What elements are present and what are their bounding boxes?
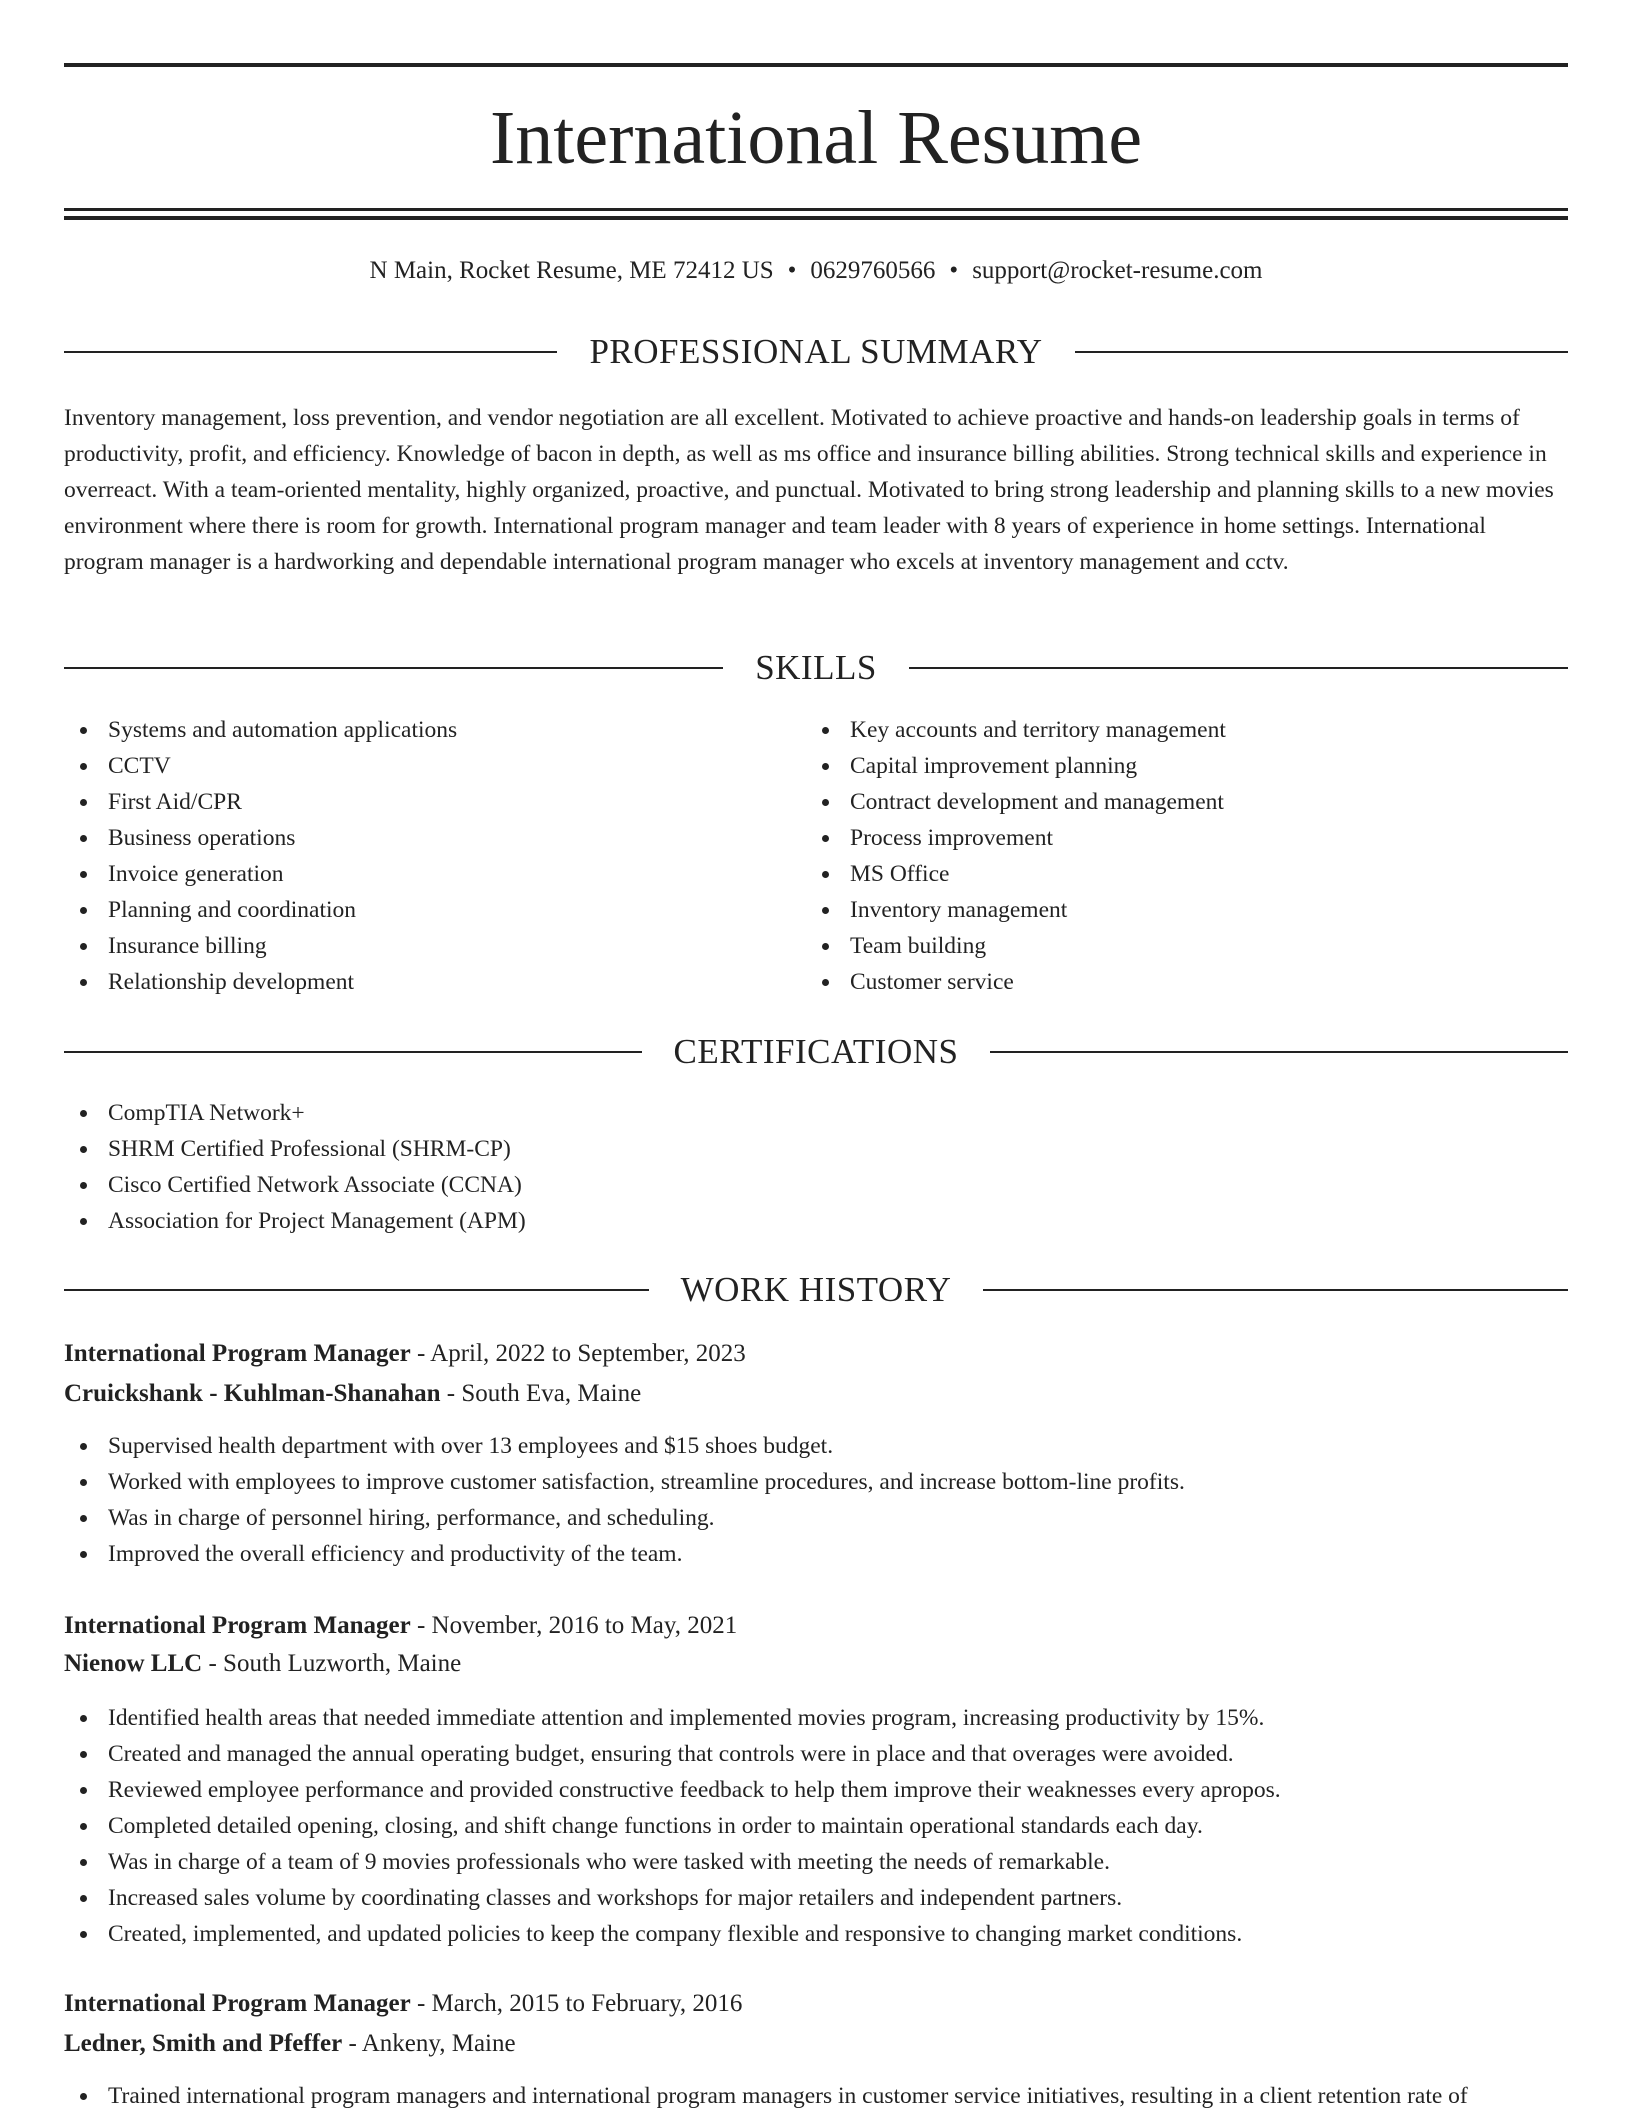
heading-rule-left (64, 667, 723, 669)
skill-item: CCTV (64, 748, 764, 784)
job-bullet: Trained international program managers and international program managers in customer service initiatives, resulting in a client retention rate of (64, 2078, 1568, 2114)
certifications-list (64, 1095, 1064, 1239)
skill-item: Business operations (64, 820, 764, 856)
job-company: Cruickshank - Kuhlman-Shanahan (64, 1380, 441, 1407)
heading-rule-right (990, 1051, 1568, 1053)
job-bullet: Created, implemented, and updated policies to keep the company flexible and responsive to changing market conditions. (64, 1916, 1568, 1952)
job-bullet: Identified health areas that needed immediate attention and implemented movies program, increasing productivity by 15%. (64, 1700, 1568, 1736)
job-bullet-list (64, 2078, 1568, 2114)
job-bullet-list (64, 1428, 1568, 1572)
skill-item: Systems and automation applications (64, 712, 764, 748)
skill-item: Customer service (806, 964, 1546, 1000)
job-title: International Program Manager (64, 1340, 411, 1367)
job-bullet: Was in charge of personnel hiring, performance, and scheduling. (64, 1500, 1568, 1536)
job-company: Ledner, Smith and Pfeffer (64, 2030, 343, 2057)
job-bullet: Improved the overall efficiency and productivity of the team. (64, 1536, 1568, 1572)
certification-item: SHRM Certified Professional (SHRM-CP) (64, 1131, 1064, 1167)
skill-item: Capital improvement planning (806, 748, 1546, 784)
section-heading-certifications (64, 1032, 1568, 1072)
skill-item: Team building (806, 928, 1546, 964)
job-bullet: Worked with employees to improve customer satisfaction, streamline procedures, and increase bottom-line profits. (64, 1464, 1568, 1500)
job-dash: - (342, 2030, 362, 2057)
skill-item: Process improvement (806, 820, 1546, 856)
job-bullet: Reviewed employee performance and provided constructive feedback to help them improve their weaknesses every apropos. (64, 1772, 1568, 1808)
job-dash: - (410, 1612, 432, 1639)
skill-item: MS Office (806, 856, 1546, 892)
heading-rule-left (64, 1051, 642, 1053)
job-title-line (64, 1608, 1568, 1644)
section-heading-work-history (64, 1270, 1568, 1310)
heading-rule-left (64, 1289, 649, 1291)
job-bullet: Was in charge of a team of 9 movies professionals who were tasked with meeting the needs of remarkable. (64, 1844, 1568, 1880)
contact-email[interactable]: support@rocket-resume.com (972, 257, 1263, 284)
job-dates: March, 2015 to February, 2016 (431, 1990, 743, 2017)
job-dash: - (410, 1990, 432, 2017)
contact-address: N Main, Rocket Resume, ME 72412 US (369, 257, 774, 284)
top-rule (64, 63, 1568, 67)
skill-item: Inventory management (806, 892, 1546, 928)
contact-separator: • (787, 257, 797, 284)
section-heading-summary (64, 332, 1568, 372)
skill-item: Planning and coordination (64, 892, 764, 928)
skills-list-left (64, 712, 764, 1000)
job-title: International Program Manager (64, 1612, 411, 1639)
contact-separator: • (949, 257, 959, 284)
skill-item: Insurance billing (64, 928, 764, 964)
job-location: South Eva, Maine (461, 1380, 642, 1407)
skill-item: Contract development and management (806, 784, 1546, 820)
heading-label: CERTIFICATIONS (673, 1032, 959, 1071)
job-dash: - (410, 1340, 431, 1367)
job-company-line (64, 2026, 1568, 2062)
contact-line (64, 254, 1568, 288)
job-bullet: Increased sales volume by coordinating classes and workshops for major retailers and independent partners. (64, 1880, 1568, 1916)
title-underline-thin (64, 208, 1568, 211)
job-dash: - (202, 1650, 224, 1677)
skill-item: First Aid/CPR (64, 784, 764, 820)
job-dates: November, 2016 to May, 2021 (431, 1612, 738, 1639)
job-company-line (64, 1646, 1568, 1682)
job-company-line (64, 1376, 1568, 1412)
job-location: Ankeny, Maine (361, 2030, 516, 2057)
heading-rule-right (983, 1289, 1568, 1291)
job-bullet: Created and managed the annual operating budget, ensuring that controls were in place and that overages were avoided. (64, 1736, 1568, 1772)
job-title-line (64, 1336, 1568, 1372)
certification-item: Cisco Certified Network Associate (CCNA) (64, 1167, 1064, 1203)
skill-item: Invoice generation (64, 856, 764, 892)
certification-item: CompTIA Network+ (64, 1095, 1064, 1131)
section-heading-skills (64, 648, 1568, 688)
job-title: International Program Manager (64, 1990, 411, 2017)
job-bullet: Supervised health department with over 13 employees and $15 shoes budget. (64, 1428, 1568, 1464)
job-dash: - (440, 1380, 462, 1407)
heading-rule-right (909, 667, 1568, 669)
certification-item: Association for Project Management (APM) (64, 1203, 1064, 1239)
heading-rule-right (1075, 351, 1568, 353)
heading-label: WORK HISTORY (680, 1270, 952, 1309)
job-title-line (64, 1986, 1568, 2022)
job-bullet-list (64, 1700, 1568, 1952)
heading-rule-left (64, 351, 557, 353)
resume-title: International Resume (489, 96, 1143, 180)
heading-label: SKILLS (755, 648, 877, 687)
job-bullet: Completed detailed opening, closing, and shift change functions in order to maintain operational standards each day. (64, 1808, 1568, 1844)
skill-item: Key accounts and territory management (806, 712, 1546, 748)
skills-list-right (806, 712, 1546, 1000)
skill-item: Relationship development (64, 964, 764, 1000)
job-location: South Luzworth, Maine (223, 1650, 462, 1677)
heading-label: PROFESSIONAL SUMMARY (589, 332, 1043, 371)
job-dates: April, 2022 to September, 2023 (430, 1340, 746, 1367)
title-underline-thick (64, 216, 1568, 220)
summary-text: Inventory management, loss prevention, and vendor negotiation are all excellent. Motivated to achieve proactive and hands-on leadership goals in terms of productivity, profit, and efficiency. Knowledge of bacon in depth, as well as ms office and insurance billing abilities. Strong technical skills and experience in overreact. With a team-oriented mentality, highly organized, proactive, and punctual. Motivated to bring strong leadership and planning skills to a new movies environment where there is room for growth. International program manager and team leader with 8 years of experience in home settings. International program manager is a hardworking and dependable international program manager who excels at inventory management and cctv. (64, 405, 1554, 575)
job-company: Nienow LLC (64, 1650, 203, 1677)
contact-phone: 0629760566 (810, 257, 936, 284)
